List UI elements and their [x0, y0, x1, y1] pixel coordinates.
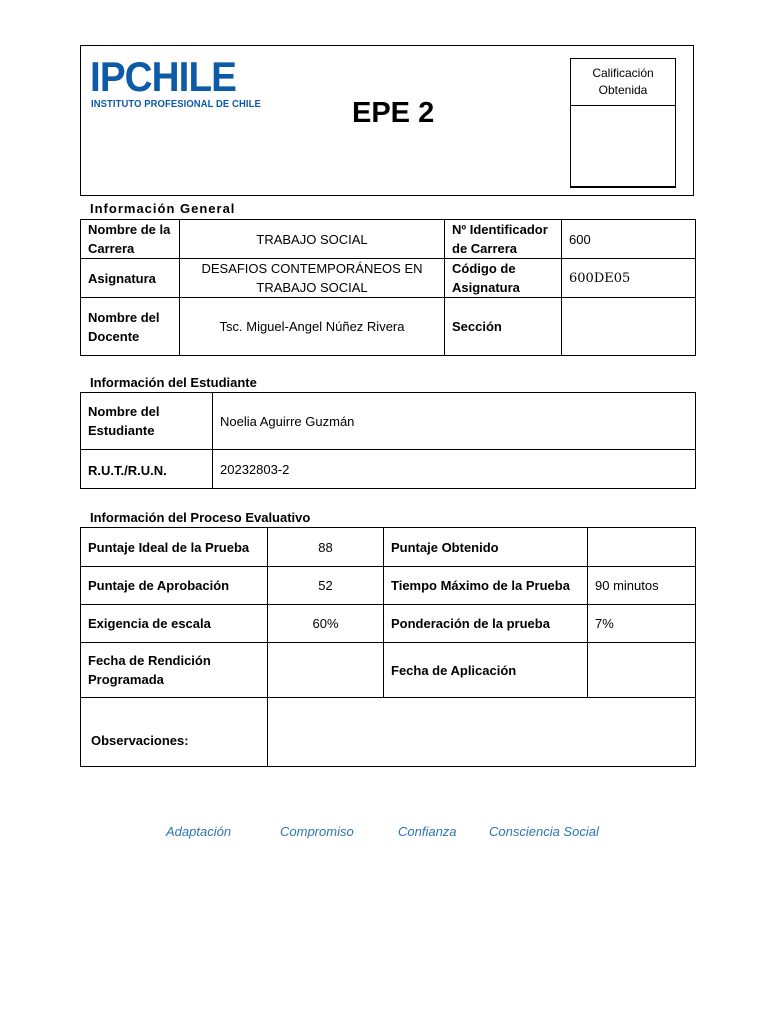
student-info-table [80, 392, 696, 489]
max-time-value: 90 minutos [588, 567, 696, 605]
ipchile-logo: IPCHILE [90, 53, 236, 100]
evaluation-section-title: Información del Proceso Evaluativo [90, 510, 311, 525]
grade-box-header [571, 59, 675, 106]
general-info-table [80, 219, 696, 356]
pass-score-label: Puntaje de Aprobación [81, 567, 268, 605]
weight-label: Ponderación de la prueba [384, 605, 588, 643]
weight-value: 7% [588, 605, 696, 643]
teacher-label: Nombre del Docente [81, 298, 180, 356]
career-label: Nombre de la Carrera [81, 220, 180, 259]
grade-label-line2: Obtenida [598, 83, 648, 97]
rut-label: R.U.T./R.U.N. [81, 450, 213, 489]
pass-score-value: 52 [268, 567, 384, 605]
footer-value-confianza: Confianza [398, 824, 457, 839]
grade-box [570, 58, 676, 187]
observations-value [268, 698, 696, 767]
student-name-label: Nombre del Estudiante [81, 393, 213, 450]
scheduled-date-value [268, 643, 384, 698]
footer-value-compromiso: Compromiso [280, 824, 354, 839]
scale-requirement-value: 60% [268, 605, 384, 643]
career-value: TRABAJO SOCIAL [180, 220, 445, 259]
career-id-value: 600 [562, 220, 696, 259]
section-label: Sección [445, 298, 562, 356]
ideal-score-value: 88 [268, 528, 384, 567]
ipchile-logo-subtitle: INSTITUTO PROFESIONAL DE CHILE [91, 98, 261, 110]
subject-code-value: 600DE05 [562, 259, 696, 298]
subject-value: DESAFIOS CONTEMPORÁNEOS EN TRABAJO SOCIAL [180, 259, 445, 298]
subject-code-label: Código de Asignatura [445, 259, 562, 298]
document-title: EPE 2 [352, 97, 435, 129]
footer-value-consciencia-social: Consciencia Social [489, 824, 599, 839]
evaluation-info-table [80, 527, 696, 767]
max-time-label: Tiempo Máximo de la Prueba [384, 567, 588, 605]
footer-value-adaptacion: Adaptación [166, 824, 232, 839]
rut-value: 20232803-2 [213, 450, 696, 489]
general-section-title: Información General [90, 201, 236, 216]
ideal-score-label: Puntaje Ideal de la Prueba [81, 528, 268, 567]
observations-label: Observaciones: [81, 698, 268, 767]
grade-label-line1: Calificación [592, 66, 654, 80]
section-value [562, 298, 696, 356]
obtained-score-label: Puntaje Obtenido [384, 528, 588, 567]
student-section-title: Información del Estudiante [90, 375, 257, 390]
obtained-score-value [588, 528, 696, 567]
grade-box-bottom-rule [570, 186, 676, 188]
application-date-label: Fecha de Aplicación [384, 643, 588, 698]
subject-label: Asignatura [81, 259, 180, 298]
career-id-label: Nº Identificador de Carrera [445, 220, 562, 259]
application-date-value [588, 643, 696, 698]
scale-requirement-label: Exigencia de escala [81, 605, 268, 643]
teacher-value: Tsc. Miguel-Angel Núñez Rivera [180, 298, 445, 356]
scheduled-date-label: Fecha de Rendición Programada [81, 643, 268, 698]
student-name-value: Noelia Aguirre Guzmán [213, 393, 696, 450]
